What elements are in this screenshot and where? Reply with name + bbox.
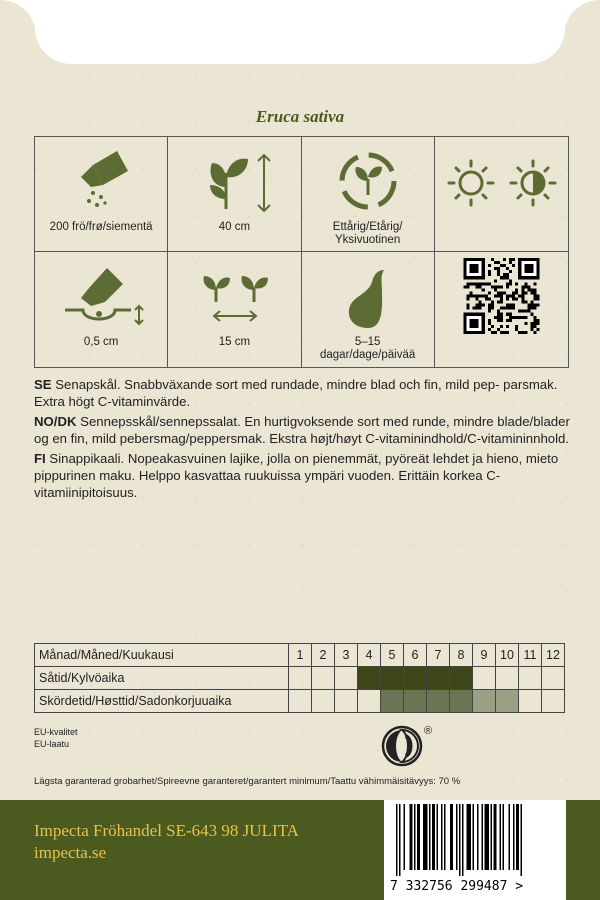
sowing-cell xyxy=(519,667,542,690)
sun-requirement-cell xyxy=(435,137,568,252)
sun-half-shade-icon xyxy=(435,143,568,219)
sowing-cell xyxy=(358,667,381,690)
seed-count-caption: 200 frö/frø/siementä xyxy=(49,221,153,233)
sowing-cell xyxy=(496,667,519,690)
seed-packet-icon xyxy=(35,143,168,219)
month-12: 12 xyxy=(542,644,565,667)
harvest-cell xyxy=(519,690,542,713)
harvest-cell xyxy=(542,690,565,713)
plant-spacing-caption: 15 cm xyxy=(218,336,251,348)
plant-spacing-cell xyxy=(168,252,301,367)
description-se: SE Senapskål. Snabbväxande sort med rundade, mindre blad och fin, mild pep- parsmak. Extra högt C-vitaminvärde. xyxy=(34,377,558,409)
sowing-cell xyxy=(335,667,358,690)
seed-count-cell xyxy=(35,137,168,252)
month-7: 7 xyxy=(427,644,450,667)
sowing-cell xyxy=(312,667,335,690)
plant-height-caption: 40 cm xyxy=(218,221,251,233)
company-website[interactable]: impecta.se xyxy=(34,843,107,862)
sowing-cell xyxy=(450,667,473,690)
harvest-cell xyxy=(404,690,427,713)
month-2: 2 xyxy=(312,644,335,667)
sprouting-seed-icon xyxy=(302,258,435,334)
company-address: Impecta Fröhandel SE-643 98 JULITA xyxy=(34,821,299,840)
month-3: 3 xyxy=(335,644,358,667)
sowing-depth-icon xyxy=(35,258,168,334)
barcode-number: 7 332756 299487 > xyxy=(384,876,566,900)
month-4: 4 xyxy=(358,644,381,667)
hang-tab-cutout xyxy=(35,0,565,64)
sowing-depth-cell xyxy=(35,252,168,367)
qr-code[interactable] xyxy=(435,258,568,334)
sowing-cell xyxy=(381,667,404,690)
month-6: 6 xyxy=(404,644,427,667)
sowing-depth-caption: 0,5 cm xyxy=(83,336,119,348)
harvest-cell xyxy=(450,690,473,713)
month-11: 11 xyxy=(519,644,542,667)
sowing-label: Såtid/Kylvöaika xyxy=(35,667,289,690)
sowing-cell xyxy=(427,667,450,690)
quality-mark: EU-kvalitet EU-laatu xyxy=(34,727,78,749)
qr-code-cell xyxy=(435,252,568,367)
sowing-cell xyxy=(542,667,565,690)
harvest-cell xyxy=(496,690,519,713)
species-name: Eruca sativa xyxy=(255,107,345,126)
green-dot-recycling-icon xyxy=(380,722,432,768)
harvest-cell xyxy=(358,690,381,713)
harvest-cell xyxy=(335,690,358,713)
sowing-cell xyxy=(473,667,496,690)
sowing-row xyxy=(35,667,565,690)
plant-height-icon xyxy=(168,143,301,219)
variety-description xyxy=(34,376,574,504)
germination-guarantee: Lägsta garanterad grobarhet/Spireevne garanteret/garantert minimum/Taattu vähimmäisitävyys: 70 % xyxy=(34,776,461,787)
month-8: 8 xyxy=(450,644,473,667)
plant-spacing-icon xyxy=(168,258,301,334)
packet-corner-right xyxy=(564,0,600,40)
sowing-cell xyxy=(289,667,312,690)
annual-cycle-icon xyxy=(302,143,435,219)
barcode-bars xyxy=(384,800,566,876)
cultivation-icon-grid xyxy=(34,136,569,368)
harvest-cell xyxy=(312,690,335,713)
growing-calendar xyxy=(34,643,565,713)
life-cycle-caption: Ettårig/Etårig/ Yksivuotinen xyxy=(332,221,403,246)
harvest-cell xyxy=(427,690,450,713)
harvest-cell xyxy=(289,690,312,713)
germination-time-caption: 5–15 dagar/dage/päivää xyxy=(319,336,416,361)
month-10: 10 xyxy=(496,644,519,667)
harvest-row xyxy=(35,690,565,713)
registered-mark: ® xyxy=(424,725,432,737)
calendar-header-row xyxy=(35,644,565,667)
packet-corner-left xyxy=(0,0,36,40)
sowing-cell xyxy=(404,667,427,690)
barcode xyxy=(384,800,566,876)
month-1: 1 xyxy=(289,644,312,667)
harvest-label: Skördetid/Høsttid/Sadonkorjuuaika xyxy=(35,690,289,713)
harvest-cell xyxy=(381,690,404,713)
life-cycle-cell xyxy=(302,137,435,252)
company-info xyxy=(34,820,299,864)
harvest-cell xyxy=(473,690,496,713)
month-9: 9 xyxy=(473,644,496,667)
plant-height-cell xyxy=(168,137,301,252)
month-5: 5 xyxy=(381,644,404,667)
description-fi: FI Sinappikaali. Nopeakasvuinen lajike, jolla on pienemmät, pyöreät lehdet ja hieno, mieto pippurinen maku. Helppo kasvattaa ruukuissa ympäri vuoden. Erittäin korkea C-vitamiinipitoisuus. xyxy=(34,451,559,500)
description-no-dk: NO/DK Sennepsskål/sennepssalat. En hurtigvoksende sort med runde, mindre blade/blader og en fin, mild pebersmag/peppersmak. Ekstra højt/høyt C-vitaminindhold/C-vitamininnhold. xyxy=(34,414,570,446)
germination-time-cell xyxy=(302,252,435,367)
month-label: Månad/Måned/Kuukausi xyxy=(35,644,289,667)
